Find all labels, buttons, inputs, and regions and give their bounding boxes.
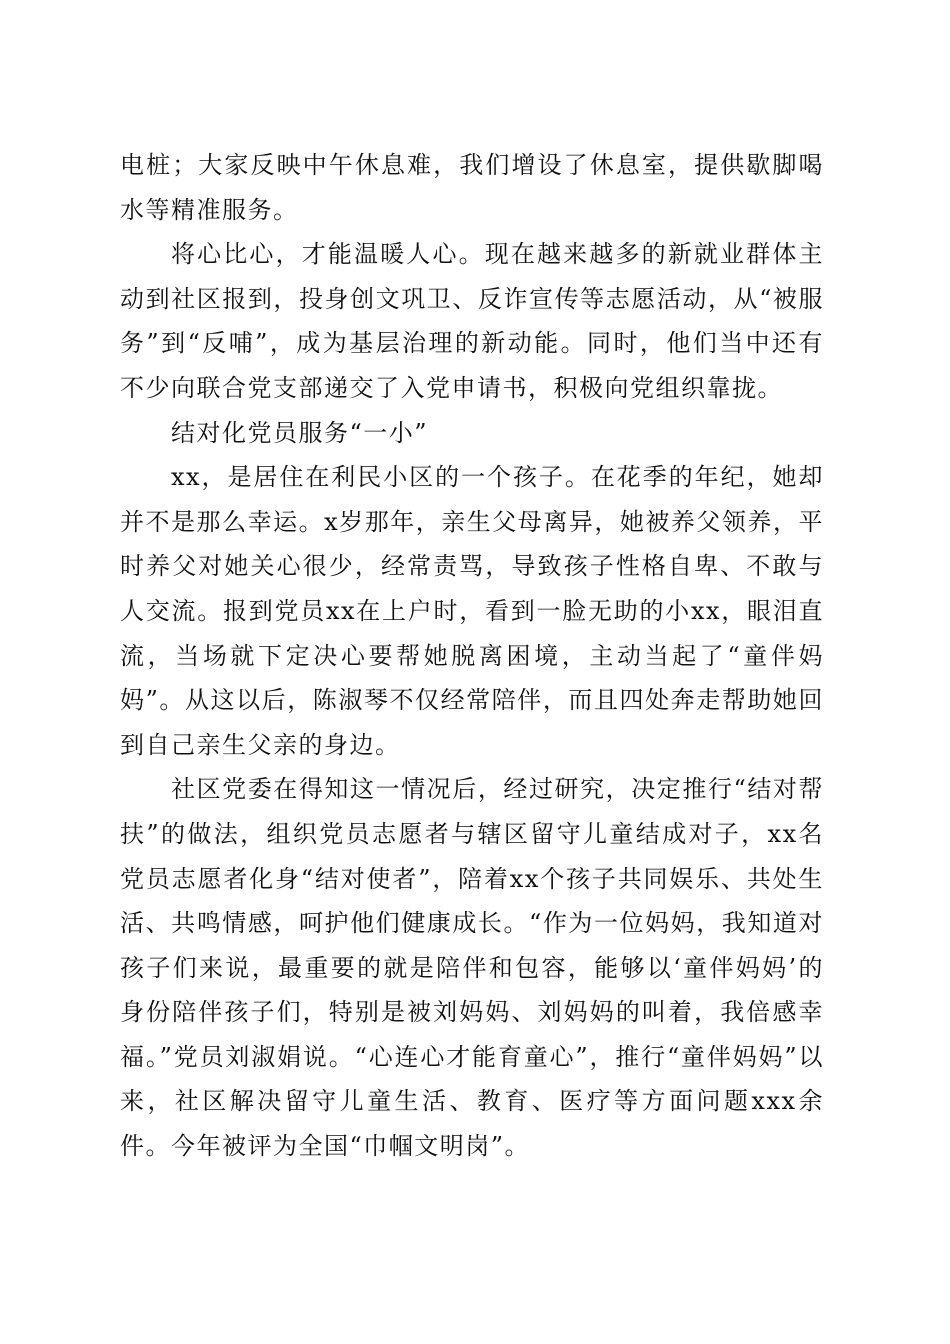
paragraph-child-story: xx，是居住在利民小区的一个孩子。在花季的年纪，她却并不是那么幸运。x岁那年，亲生父母离异，她被养父领养，平时养父对她关心很少，经常责骂，导致孩子性格自卑、不敢与人交流。报到党员xx在上户时，看到一脸无助的小xx，眼泪直流，当场就下定决心要帮她脱离困境，主动当起了“童伴妈妈”。从这以后，陈淑琴不仅经常陪伴，而且四处奔走帮助她回到自己亲生父亲的身边。 bbox=[120, 463, 824, 759]
paragraph-continuation: 电桩；大家反映中午休息难，我们增设了休息室，提供歇脚喝水等精准服务。 bbox=[120, 151, 824, 224]
section-heading: 结对化党员服务“一小” bbox=[171, 418, 429, 447]
document-body bbox=[120, 143, 824, 1169]
paragraph-pairing-assistance: 社区党委在得知这一情况后，经过研究，决定推行“结对帮扶”的做法，组织党员志愿者与辖区留守儿童结成对子，xx名党员志愿者化身“结对使者”，陪着xx个孩子共同娱乐、共处生活、共鸣情感，呵护他们健康成长。“作为一位妈妈，我知道对孩子们来说，最重要的就是陪伴和包容，能够以‘童伴妈妈’的身份陪伴孩子们，特别是被刘妈妈、刘妈妈的叫着，我倍感幸福。”党员刘淑娟说。“心连心才能育童心”，推行“童伴妈妈”以来，社区解决留守儿童生活、教育、医疗等方面问题xxx余件。今年被评为全国“巾帼文明岗”。 bbox=[120, 775, 824, 1161]
paragraph-heart-to-heart: 将心比心，才能温暖人心。现在越来越多的新就业群体主动到社区报到，投身创文巩卫、反诈宣传等志愿活动，从“被服务”到“反哺”，成为基层治理的新动能。同时，他们当中还有不少向联合党支部递交了入党申请书，积极向党组织靠拢。 bbox=[120, 240, 824, 402]
